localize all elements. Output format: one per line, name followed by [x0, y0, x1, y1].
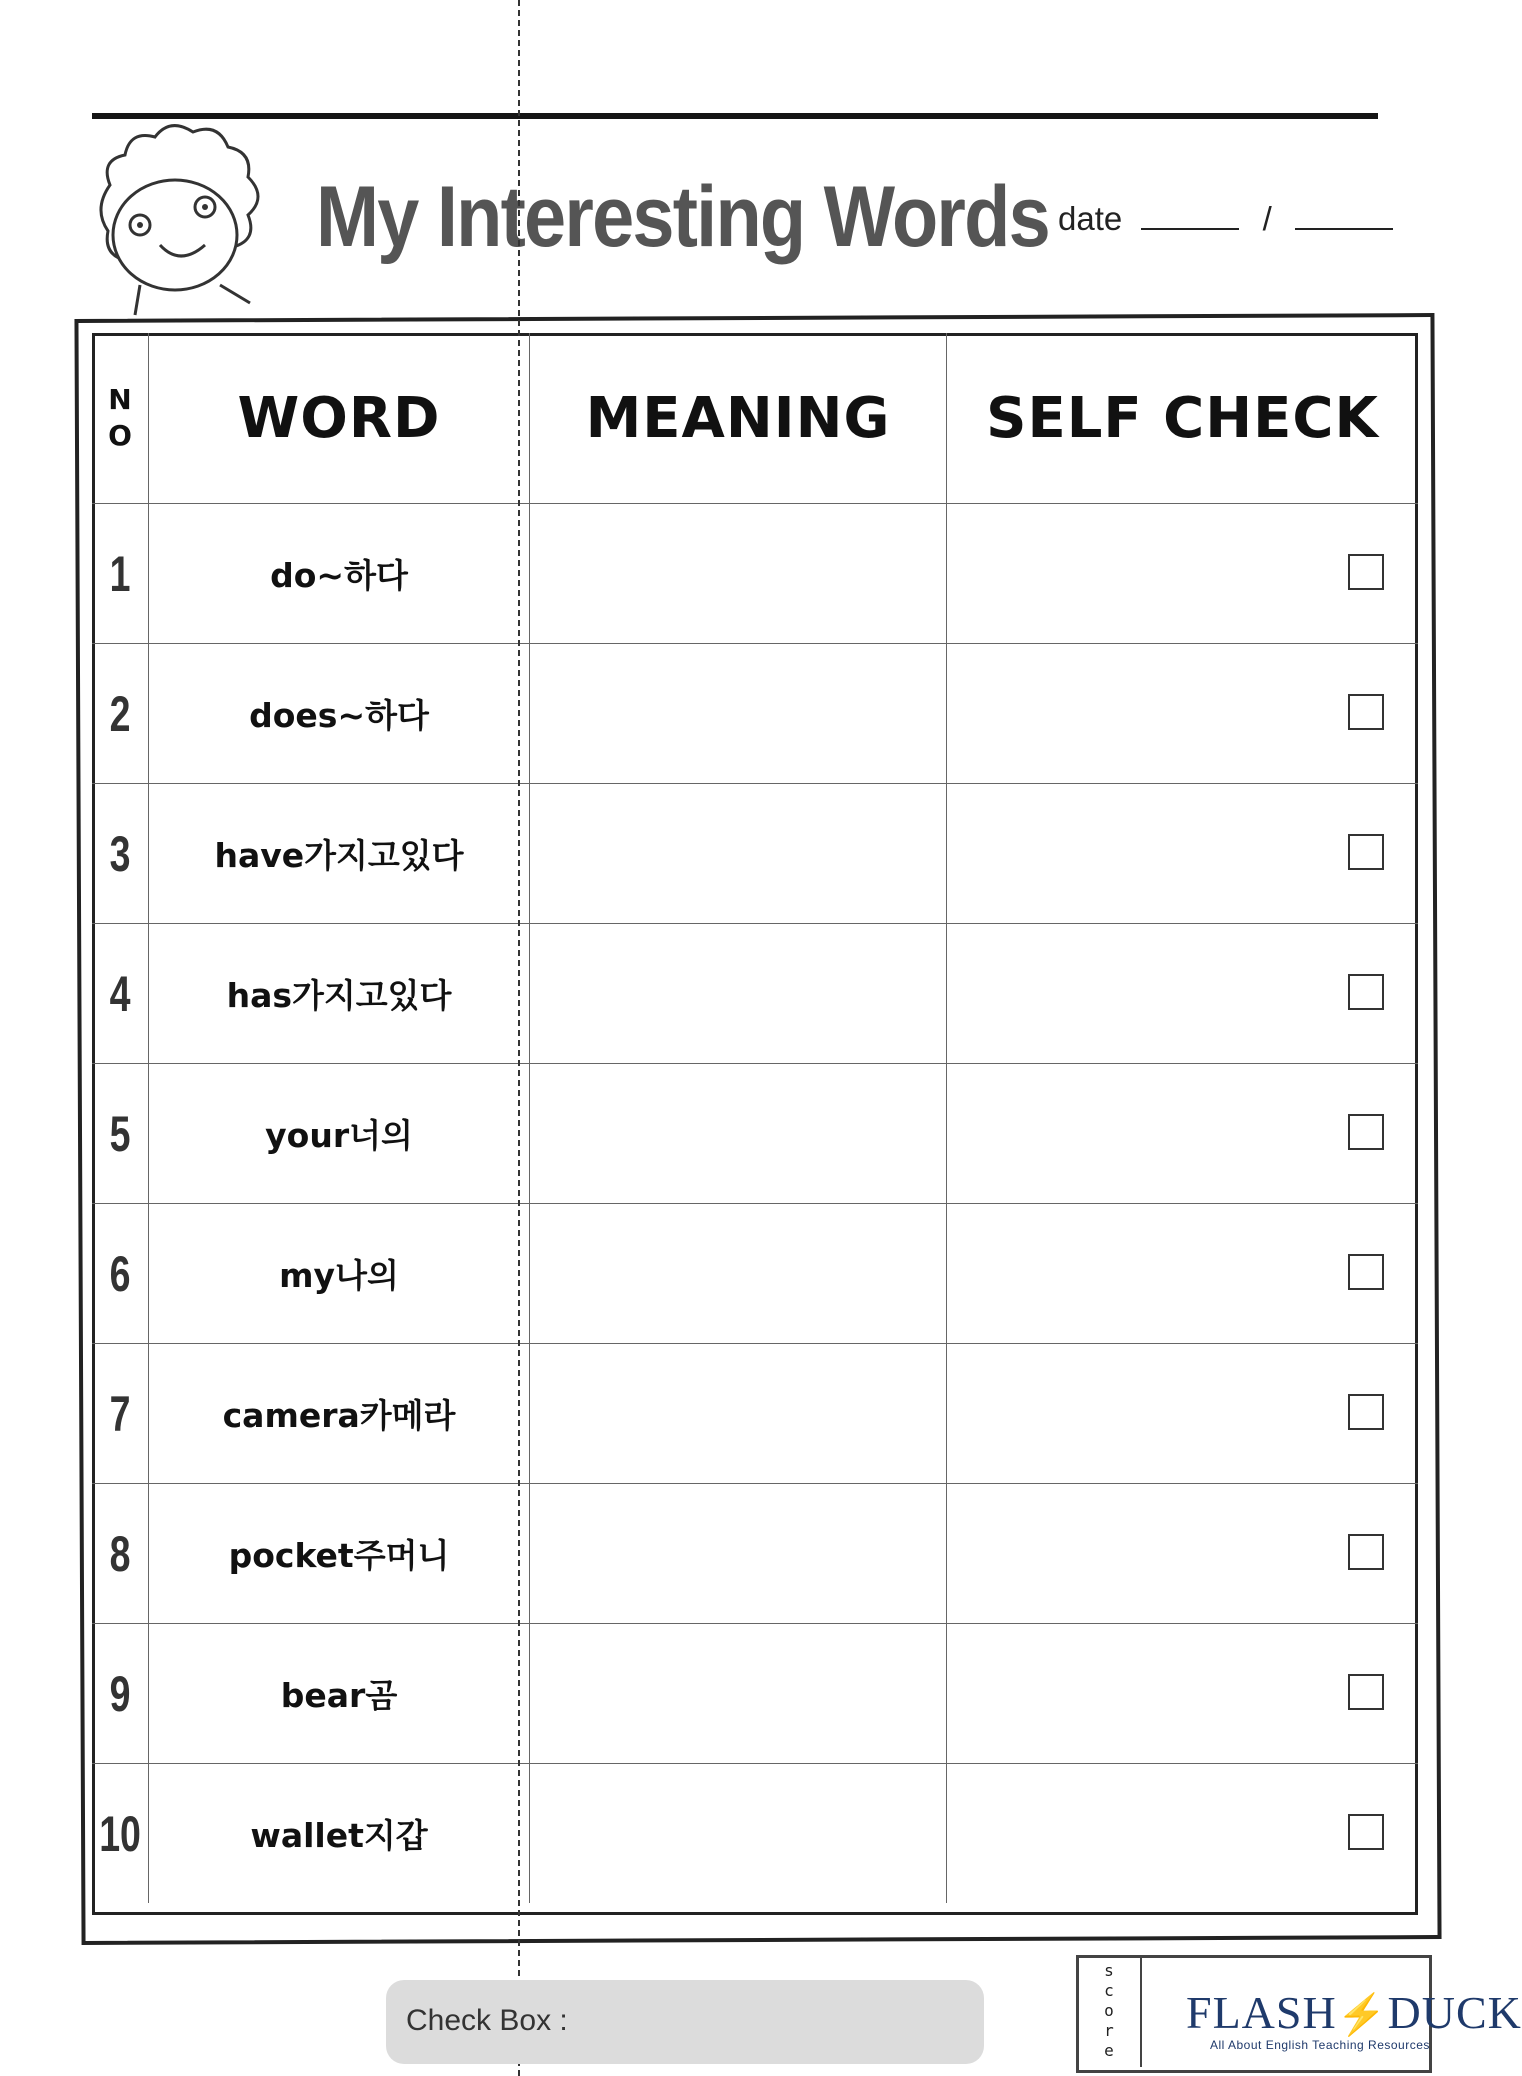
row-word: has가지고있다	[149, 924, 530, 1064]
header-word: WORD	[149, 333, 530, 504]
brand-logo	[1186, 1987, 1522, 2060]
row-meaning-cell[interactable]	[530, 1484, 947, 1624]
table-row	[92, 1204, 1418, 1344]
date-label: date	[1058, 200, 1123, 237]
vocabulary-table	[92, 333, 1418, 1903]
table-row	[92, 924, 1418, 1064]
row-meaning-cell[interactable]	[530, 1624, 947, 1764]
row-number: 5	[99, 1064, 141, 1204]
row-self-check-cell	[947, 924, 1419, 1064]
row-meaning-cell[interactable]	[530, 924, 947, 1064]
table-row	[92, 504, 1418, 644]
row-self-check-cell	[947, 1624, 1419, 1764]
row-word: does~하다	[149, 644, 530, 784]
row-self-check-cell	[947, 784, 1419, 924]
row-meaning-cell[interactable]	[530, 1344, 947, 1484]
row-self-check-cell	[947, 504, 1419, 644]
header-no	[92, 333, 149, 504]
row-self-check-cell	[947, 1764, 1419, 1904]
brand-name-right: DUCK	[1387, 1987, 1522, 2038]
row-word: wallet지갑	[149, 1764, 530, 1904]
row-word: have가지고있다	[149, 784, 530, 924]
date-field	[1058, 200, 1403, 238]
date-month-blank[interactable]	[1141, 200, 1239, 230]
header-self-check: SELF CHECK	[947, 333, 1419, 504]
score-letter: s	[1104, 1961, 1114, 1980]
table-row	[92, 1344, 1418, 1484]
table-header-row	[92, 333, 1418, 504]
score-letter: r	[1104, 2021, 1114, 2040]
row-self-check-cell	[947, 1344, 1419, 1484]
table-row	[92, 1484, 1418, 1624]
row-self-check-cell	[947, 644, 1419, 784]
row-word: your너의	[149, 1064, 530, 1204]
check-box-field[interactable]	[386, 1980, 984, 2064]
table-row	[92, 1764, 1418, 1904]
table-row	[92, 644, 1418, 784]
row-word: pocket주머니	[149, 1484, 530, 1624]
top-rule	[92, 113, 1378, 119]
row-word: my나의	[149, 1204, 530, 1344]
self-check-checkbox[interactable]	[1348, 1674, 1384, 1710]
page-title: My Interesting Words	[316, 169, 1049, 265]
self-check-checkbox[interactable]	[1348, 974, 1384, 1010]
row-meaning-cell[interactable]	[530, 504, 947, 644]
boy-face-icon	[70, 125, 285, 320]
row-self-check-cell	[947, 1484, 1419, 1624]
row-meaning-cell[interactable]	[530, 1064, 947, 1204]
score-letter: e	[1104, 2041, 1114, 2060]
row-number: 3	[99, 784, 141, 924]
row-number: 9	[99, 1624, 141, 1764]
brand-tagline: All About English Teaching Resources	[1210, 2038, 1430, 2052]
table-row	[92, 1064, 1418, 1204]
row-number: 4	[99, 924, 141, 1064]
self-check-checkbox[interactable]	[1348, 1534, 1384, 1570]
date-day-blank[interactable]	[1295, 200, 1393, 230]
row-self-check-cell	[947, 1204, 1419, 1344]
row-word: bear곰	[149, 1624, 530, 1764]
row-number: 7	[99, 1344, 141, 1484]
brand-name-left: FLASH	[1186, 1987, 1337, 2038]
check-box-label: Check Box :	[406, 2004, 568, 2037]
row-word: do~하다	[149, 504, 530, 644]
table-row	[92, 784, 1418, 924]
header-meaning: MEANING	[530, 333, 947, 504]
self-check-checkbox[interactable]	[1348, 1114, 1384, 1150]
lightning-bolt-icon: ⚡	[1336, 1992, 1388, 2037]
score-letter: o	[1104, 2001, 1114, 2020]
fold-line	[518, 0, 520, 2076]
self-check-checkbox[interactable]	[1348, 834, 1384, 870]
row-meaning-cell[interactable]	[530, 1204, 947, 1344]
row-number: 6	[99, 1204, 141, 1344]
self-check-checkbox[interactable]	[1348, 1254, 1384, 1290]
row-meaning-cell[interactable]	[530, 784, 947, 924]
row-number: 8	[99, 1484, 141, 1624]
self-check-checkbox[interactable]	[1348, 1394, 1384, 1430]
table-row	[92, 1624, 1418, 1764]
row-self-check-cell	[947, 1064, 1419, 1204]
self-check-checkbox[interactable]	[1348, 554, 1384, 590]
score-label	[1078, 1957, 1142, 2067]
row-word: camera카메라	[149, 1344, 530, 1484]
date-separator: /	[1262, 200, 1272, 237]
header-no-o: O	[108, 419, 132, 452]
row-number: 10	[99, 1764, 141, 1904]
row-number: 2	[99, 644, 141, 784]
score-letter: c	[1104, 1981, 1114, 2000]
self-check-checkbox[interactable]	[1348, 1814, 1384, 1850]
row-meaning-cell[interactable]	[530, 644, 947, 784]
header-no-n: N	[108, 383, 132, 416]
row-meaning-cell[interactable]	[530, 1764, 947, 1904]
self-check-checkbox[interactable]	[1348, 694, 1384, 730]
row-number: 1	[99, 504, 141, 644]
